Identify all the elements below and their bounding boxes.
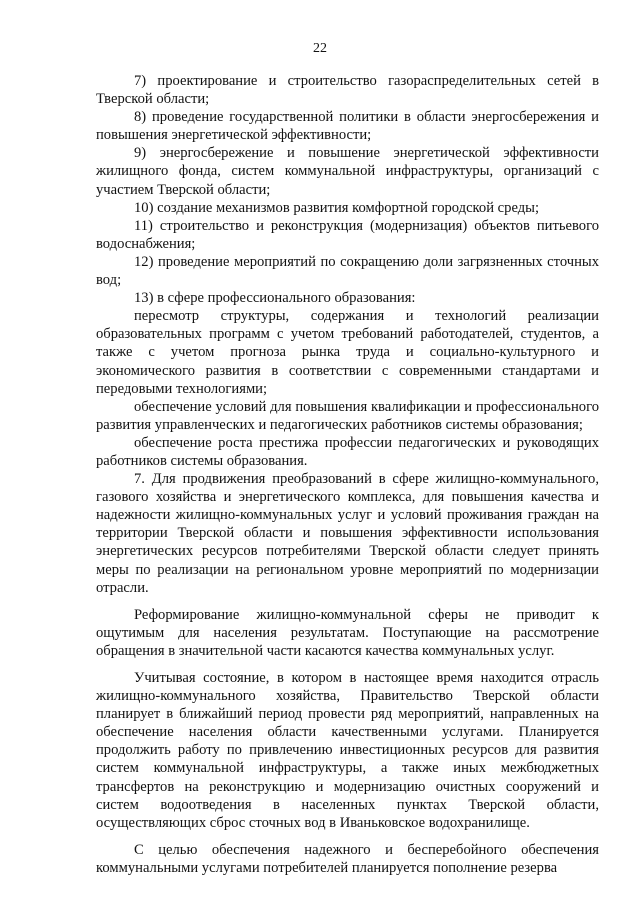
paragraph-reserve: С целью обеспечения надежного и бесперебойного обеспечения коммунальными услугами потребителей планируется пополнение резерва [96,841,599,876]
paragraph-item-13: 13) в сфере профессионального образования: [134,290,416,307]
paragraph-item-10: 10) создание механизмов развития комфортной городской среды; [134,199,540,216]
paragraph-item-9: 9) энергосбережение и повышение энергетической эффективности жилищного фонда, систем коммунальной инфраструктуры, организаций с участием Тверской области; [96,145,599,198]
paragraph-item-7: 7) проектирование и строительство газораспределительных сетей в Тверской области; [96,73,599,108]
paragraph-government-plan: Учитывая состояние, в котором в настоящее время находится отрасль жилищно-коммунального хозяйства, Правительство Тверской области планирует в ближайший период провести ряд мероприятий, направленных на обеспечение населения области качественными услугами. Планируется продолжить работу по привлечению инвестиционных ресурсов для развития систем коммунальной инфраструктуры, а также иных межбюджетных трансфертов на реконструкцию и модернизацию очистных сооружений и систем водоотведения в населенных пунктах Тверской области, осуществляющих сброс сточных вод в Иваньковское водохранилище. [96,670,599,831]
paragraph-education-programs: пересмотр структуры, содержания и технологий реализации образовательных программ с учетом требований работодателей, студентов, а также с учетом прогноза рынка труда и социально-культурного и экономического развития в соответствии с современными стандартами и передовыми технологиями; [96,308,599,397]
document-body [96,72,599,877]
paragraph-section-7: 7. Для продвижения преобразований в сфере жилищно-коммунального, газового хозяйства и энергетического комплекса, для повышения качества и надежности жилищно-коммунальных услуг и условий проживания граждан на территории Тверской области и повышения эффективности использования энергетических ресурсов потребителями Тверской области следует принять меры по реализации на региональном уровне мероприятий по модернизации отрасли. [96,471,599,596]
paragraph-item-12: 12) проведение мероприятий по сокращению доли загрязненных сточных вод; [96,253,599,289]
paragraph-reform: Реформирование жилищно-коммунальной сферы не приводит к ощутимым для населения результатам. Поступающие на рассмотрение обращения в значительной части касаются качества коммунальных услуг. [96,606,599,659]
paragraph-item-11: 11) строительство и реконструкция (модернизация) объектов питьевого водоснабжения; [96,217,599,252]
paragraph-education-prestige: обеспечение роста престижа профессии педагогических и руководящих работников системы образования. [96,434,599,469]
paragraph-education-qualification: обеспечение условий для повышения квалификации и профессионального развития управленческих и педагогических работников системы образования; [96,398,599,433]
paragraph-item-8: 8) проведение государственной политики в области энергосбережения и повышения энергетической эффективности; [96,109,599,144]
page-number: 22 [313,41,327,56]
